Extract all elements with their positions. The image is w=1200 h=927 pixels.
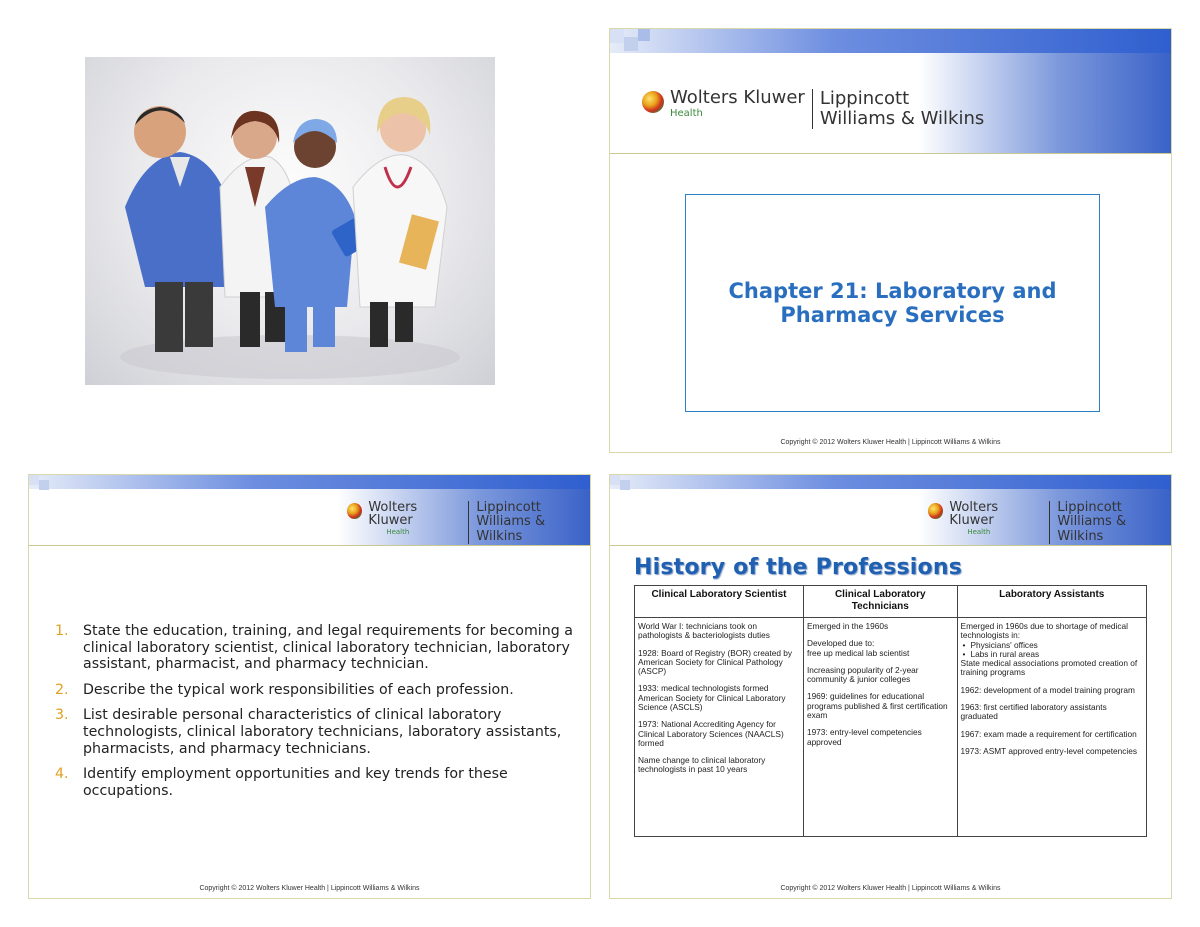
- header-stripe: [29, 475, 590, 489]
- brand-williams-wilkins: Williams & Wilkins: [819, 107, 985, 129]
- globe-icon: [347, 503, 362, 519]
- list-item: • Labs in rural areas: [961, 650, 1142, 659]
- history-entry: 1973: National Accrediting Agency for Clinical Laboratory Sciences (NAACLS) formed: [638, 719, 784, 748]
- list-item: [55, 623, 585, 673]
- header-clinical-laboratory-technicians: Clinical Laboratory Technicians: [803, 586, 957, 618]
- header-rule: [610, 153, 1171, 154]
- list-item: [55, 682, 585, 699]
- brand-wolters-kluwer: Wolters Kluwer: [670, 87, 805, 108]
- history-entry: Developed due to:: [806, 638, 875, 649]
- cell-assistants-history: [957, 618, 1146, 837]
- list-item-text: List desirable personal characteristics of clinical laboratory technologists, clinical laboratory technicians, laboratory assistants, pharmacists, and pharmacy technicians.: [83, 707, 562, 757]
- cell-scientist-history: [635, 618, 804, 837]
- history-entry: 1962: development of a model training program: [960, 684, 1135, 695]
- list-item-number: 4.: [55, 766, 69, 783]
- list-item-text: Identify employment opportunities and key trends for these occupations.: [83, 766, 508, 799]
- header-stripe: [610, 475, 1171, 489]
- title-box: [685, 194, 1100, 412]
- staff-photo: [85, 57, 495, 385]
- brand-williams-wilkins: Williams & Wilkins: [1057, 514, 1127, 544]
- brand-health: Health: [386, 528, 410, 536]
- history-entry: 1973: ASMT approved entry-level competencies: [960, 745, 1138, 756]
- brand-wolters-kluwer: Wolters Kluwer: [949, 500, 999, 528]
- table-header-row: [635, 586, 1147, 618]
- list-item: [55, 766, 585, 799]
- list-item-number: 3.: [55, 707, 69, 724]
- history-entry: 1928: Board of Registry (BOR) created by American Society for Clinical Pathology (ASCP): [638, 647, 793, 677]
- list-item: [55, 707, 585, 757]
- brand-lippincott: Lippincott: [1057, 500, 1122, 515]
- history-table: [634, 585, 1147, 837]
- history-entry: State medical associations promoted creation of training programs: [960, 658, 1138, 678]
- history-entry: World War I: technicians took on pathologists & bacteriologists duties: [638, 621, 770, 641]
- history-slide: [609, 474, 1172, 899]
- header-rule: [610, 545, 1171, 546]
- objectives-list: [55, 623, 585, 808]
- healthcare-team-illustration: [85, 57, 495, 385]
- brand-wolters-kluwer: Wolters Kluwer: [368, 500, 418, 528]
- chapter-title-line2: Pharmacy Services: [780, 303, 1005, 327]
- brand-divider: [468, 501, 469, 544]
- title-slide: [609, 28, 1172, 453]
- header-laboratory-assistants: Laboratory Assistants: [957, 586, 1146, 618]
- copyright-text: Copyright © 2012 Wolters Kluwer Health | Lippincott Williams & Wilkins: [199, 885, 420, 892]
- brand-lippincott: Lippincott: [476, 500, 541, 515]
- list-item-number: 1.: [55, 623, 69, 639]
- list-item-number: 2.: [55, 681, 69, 698]
- copyright-text: Copyright © 2012 Wolters Kluwer Health | Lippincott Williams & Wilkins: [780, 439, 1001, 446]
- history-bullets: [961, 641, 1142, 660]
- header-clinical-laboratory-scientist: Clinical Laboratory Scientist: [635, 586, 804, 618]
- list-item: • Physicians' offices: [961, 641, 1142, 650]
- brand-divider: [1049, 501, 1050, 544]
- brand-health: Health: [967, 528, 991, 536]
- history-entry: 1933: medical technologists formed American Society for Clinical Laboratory Science (ASCLS): [638, 683, 786, 712]
- brand-divider: [812, 89, 813, 129]
- history-entry: 1973: entry-level competencies approved: [806, 727, 922, 747]
- brand-logo: [928, 501, 1171, 544]
- globe-icon: [928, 503, 943, 519]
- history-entry: 1967: exam made a requirement for certification: [960, 728, 1137, 739]
- header-rule: [29, 545, 590, 546]
- brand-health: Health: [670, 108, 703, 119]
- person-woman-blonde: [353, 97, 447, 347]
- cell-technicians-history: [803, 618, 957, 837]
- header-stripe: [610, 29, 1171, 53]
- brand-williams-wilkins: Williams & Wilkins: [476, 514, 546, 544]
- history-entry: free up medical lab scientist: [806, 647, 910, 658]
- list-item-text: Describe the typical work responsibilities of each profession.: [83, 681, 514, 698]
- copyright-text: Copyright © 2012 Wolters Kluwer Health | Lippincott Williams & Wilkins: [780, 885, 1001, 892]
- list-item-text: State the education, training, and legal requirements for becoming a clinical laboratory scientist, clinical laboratory technician, laboratory assistant, pharmacist, and pharmacy technician.: [83, 623, 573, 673]
- brand-lippincott: Lippincott: [819, 88, 910, 109]
- history-entry: Name change to clinical laboratory technologists in past 10 years: [638, 755, 766, 775]
- globe-icon: [642, 91, 664, 113]
- chapter-title-line1: Chapter 21: Laboratory and: [728, 278, 1057, 303]
- history-entry: Increasing popularity of 2-year community & junior colleges: [806, 664, 919, 685]
- history-entry: 1969: guidelines for educational programs published & first certification exam: [806, 691, 948, 720]
- person-man-blue: [125, 106, 230, 352]
- history-entry: Emerged in 1960s due to shortage of medical technologists in:: [960, 621, 1128, 641]
- chapter-title: [729, 279, 1057, 327]
- brand-logo: [347, 501, 590, 544]
- table-row: [635, 618, 1147, 837]
- objectives-slide: [28, 474, 591, 899]
- brand-logo: [642, 89, 984, 129]
- history-entry: Emerged in the 1960s: [806, 621, 889, 631]
- history-entry: 1963: first certified laboratory assistants graduated: [960, 701, 1107, 722]
- history-title: History of the Professions: [634, 555, 963, 580]
